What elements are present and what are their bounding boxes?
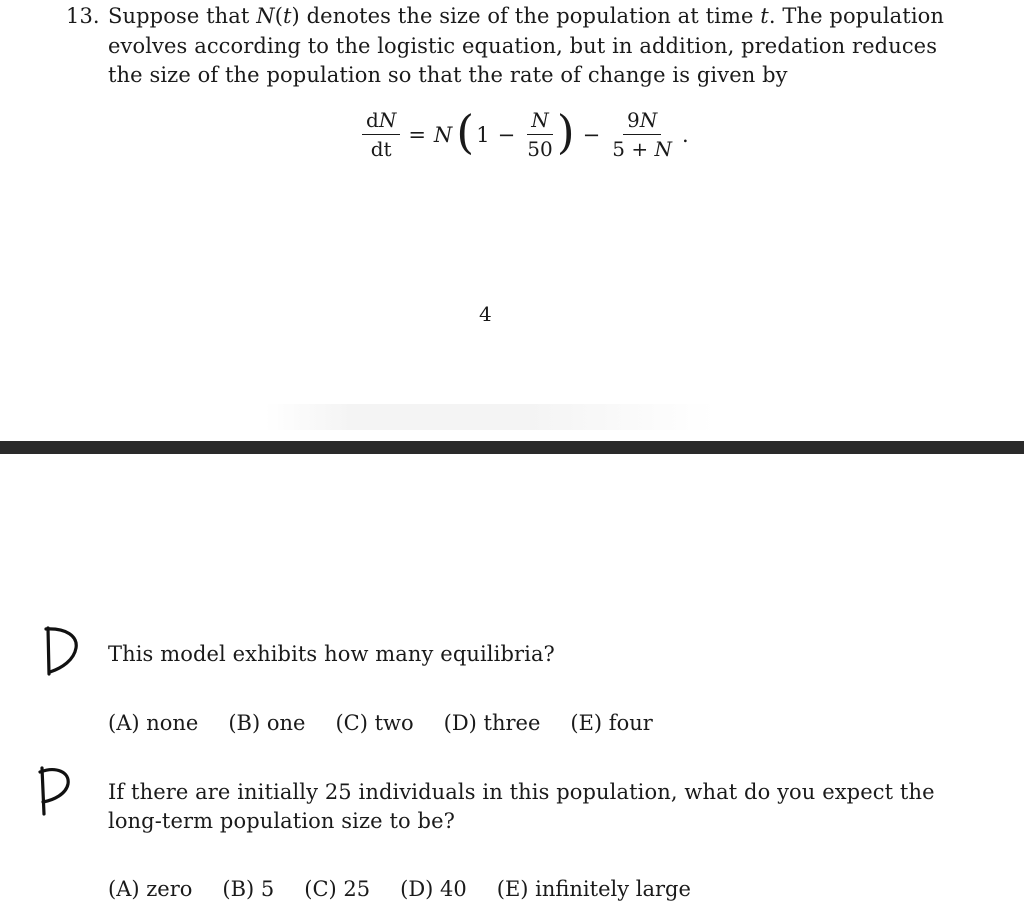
paren: ( [274,4,283,28]
var-n: N [654,137,672,161]
inner-fraction [523,108,556,161]
page-number: 4 [479,302,492,326]
choice-e: (E) infinitely large [496,877,691,901]
predation-fraction [608,108,676,161]
dt-symbol: dt [370,137,392,161]
handwritten-answer-2-letter: D [46,776,69,809]
question-2-line-1: If there are initially 25 individuals in this population, what do you expect the [108,780,935,804]
inner-den: 50 [527,137,553,161]
right-paren: ) [556,104,575,159]
intro-text: Suppose that [108,4,257,28]
choice-b: (B) one [228,711,306,735]
handwritten-answer-1-letter: D [52,636,75,669]
minus-sign: − [582,122,601,147]
problem-text-line-3: the size of the population so that the rate of change is given by [108,63,788,87]
equals-sign: = [408,122,426,147]
problem-text-line-1 [108,2,944,32]
func-arg: t [283,4,292,28]
coef: 9 [626,108,640,132]
handwritten-answer-1 [38,622,84,678]
page-divider [0,441,1024,454]
question-1-choices [108,709,679,737]
time-var: t [760,4,769,28]
intro-end: . The population [768,4,945,28]
choice-c: (C) two [335,711,414,735]
left-paren: ( [456,104,475,159]
choice-a: (A) none [108,711,199,735]
question-2-choices [108,875,717,903]
question-2-line-2: long-term population size to be? [108,809,455,833]
differential-equation [362,104,689,161]
choice-e: (E) four [570,711,653,735]
handwritten-answer-2 [32,762,78,820]
intro-middle: denotes the size of the population at time [299,4,761,28]
one: 1 [476,122,490,147]
den-const: 5 + [612,137,655,161]
var-n: N [378,108,397,132]
minus-sign: − [497,122,516,147]
choice-d: (D) 40 [400,877,467,901]
d-symbol: d [366,108,379,132]
scan-smudge [265,404,715,430]
lhs-fraction [362,108,400,161]
choice-a: (A) zero [108,877,193,901]
var-n: N [639,108,658,132]
func-symbol: N [256,4,275,28]
period: . [681,122,689,147]
choice-c: (C) 25 [304,877,371,901]
inner-num: N [527,108,553,135]
problem-number: 13. [66,4,100,28]
paren: ) [291,4,300,28]
choice-b: (B) 5 [222,877,275,901]
question-1-text: This model exhibits how many equilibria? [108,642,555,666]
choice-d: (D) three [443,711,541,735]
problem-text-line-2: evolves according to the logistic equation, but in addition, predation reduces [108,34,938,58]
factor-n: N [433,122,453,147]
